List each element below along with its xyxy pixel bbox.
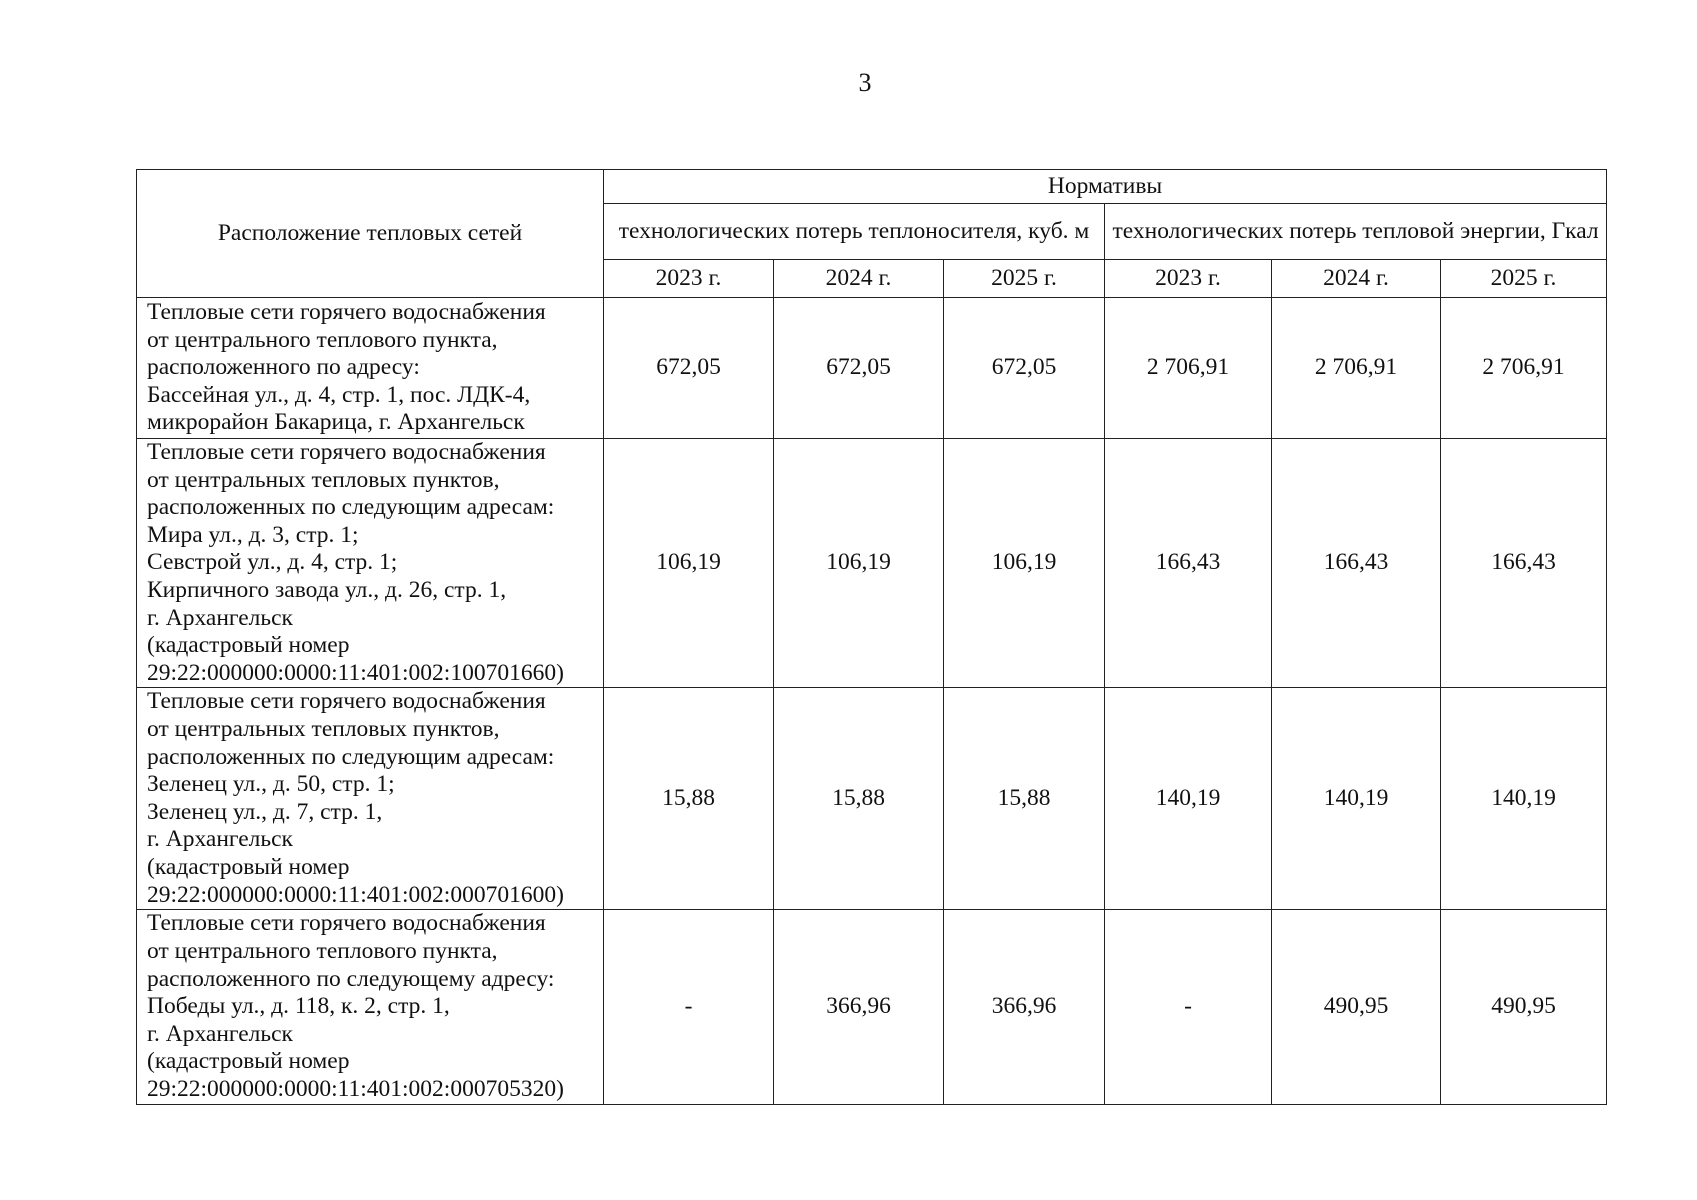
location-line: Зеленец ул., д. 50, стр. 1; <box>147 771 395 798</box>
coolant-loss-2023-cell: - <box>604 910 774 1104</box>
location-cell <box>137 439 604 688</box>
location-line: расположенных по следующим адресам: <box>147 743 555 770</box>
location-line: Зеленец ул., д. 7, стр. 1, <box>147 798 383 825</box>
location-line: (кадастровый номер <box>147 1048 350 1075</box>
location-line: Тепловые сети горячего водоснабжения <box>147 299 546 326</box>
page-number: 3 <box>858 68 872 97</box>
coolant-loss-2023-cell: 672,05 <box>604 298 774 439</box>
heat-loss-2023-cell: - <box>1105 910 1272 1104</box>
location-line: Мира ул., д. 3, стр. 1; <box>147 521 359 548</box>
heat-loss-norms-table <box>136 169 1607 1105</box>
location-line: Победы ул., д. 118, к. 2, стр. 1, <box>147 993 450 1020</box>
heat-loss-2023-cell: 166,43 <box>1105 439 1272 688</box>
table-row <box>137 688 1607 910</box>
coolant-loss-2025-cell: 106,19 <box>944 439 1105 688</box>
location-line: 29:22:000000:0000:11:401:002:000701600) <box>147 881 564 908</box>
norms-header: Нормативы <box>604 170 1607 204</box>
year-header: 2024 г. <box>1272 260 1441 298</box>
heat-losses-header: технологических потерь тепловой энергии, Гкал <box>1105 204 1607 260</box>
location-line: г. Архангельск <box>147 1020 293 1047</box>
location-line: (кадастровый номер <box>147 854 350 881</box>
heat-loss-2025-cell: 140,19 <box>1441 688 1607 910</box>
table-row <box>137 439 1607 688</box>
year-header: 2025 г. <box>944 260 1105 298</box>
location-line: г. Архангельск <box>147 826 293 853</box>
year-header: 2023 г. <box>604 260 774 298</box>
location-line: 29:22:000000:0000:11:401:002:000705320) <box>147 1075 564 1102</box>
location-line: Тепловые сети горячего водоснабжения <box>147 910 546 937</box>
location-cell <box>137 688 604 910</box>
heat-loss-2024-cell: 2 706,91 <box>1272 298 1441 439</box>
location-line: Бассейная ул., д. 4, стр. 1, пос. ЛДК-4, <box>147 381 531 408</box>
location-line: от центральных тепловых пунктов, <box>147 466 500 493</box>
heat-loss-2025-cell: 2 706,91 <box>1441 298 1607 439</box>
location-line: Севстрой ул., д. 4, стр. 1; <box>147 549 398 576</box>
location-line: Тепловые сети горячего водоснабжения <box>147 439 546 465</box>
location-line: Кирпичного завода ул., д. 26, стр. 1, <box>147 576 507 603</box>
location-column-header: Расположение тепловых сетей <box>137 170 604 298</box>
coolant-loss-2025-cell: 672,05 <box>944 298 1105 439</box>
heat-loss-2025-cell: 166,43 <box>1441 439 1607 688</box>
table-row <box>137 298 1607 439</box>
location-line: 29:22:000000:0000:11:401:002:100701660) <box>147 659 564 686</box>
location-line: от центрального теплового пункта, <box>147 326 498 353</box>
location-line: микрорайон Бакарица, г. Архангельск <box>147 409 525 436</box>
heat-loss-2023-cell: 2 706,91 <box>1105 298 1272 439</box>
coolant-loss-2024-cell: 366,96 <box>774 910 944 1104</box>
year-header: 2023 г. <box>1105 260 1272 298</box>
location-line: от центрального теплового пункта, <box>147 937 498 964</box>
heat-loss-2024-cell: 166,43 <box>1272 439 1441 688</box>
year-header: 2024 г. <box>774 260 944 298</box>
coolant-loss-2025-cell: 366,96 <box>944 910 1105 1104</box>
coolant-losses-header: технологических потерь теплоносителя, куб. м <box>604 204 1105 260</box>
location-cell <box>137 298 604 439</box>
heat-loss-2025-cell: 490,95 <box>1441 910 1607 1104</box>
coolant-loss-2025-cell: 15,88 <box>944 688 1105 910</box>
location-cell <box>137 910 604 1104</box>
coolant-loss-2024-cell: 106,19 <box>774 439 944 688</box>
coolant-loss-2023-cell: 15,88 <box>604 688 774 910</box>
coolant-loss-2024-cell: 15,88 <box>774 688 944 910</box>
heat-loss-2024-cell: 490,95 <box>1272 910 1441 1104</box>
location-line: г. Архангельск <box>147 604 293 631</box>
location-line: Тепловые сети горячего водоснабжения <box>147 688 546 715</box>
location-line: расположенного по следующему адресу: <box>147 965 555 992</box>
heat-loss-2024-cell: 140,19 <box>1272 688 1441 910</box>
location-line: от центральных тепловых пунктов, <box>147 716 500 743</box>
year-header: 2025 г. <box>1441 260 1607 298</box>
coolant-loss-2023-cell: 106,19 <box>604 439 774 688</box>
table-row <box>137 910 1607 1104</box>
heat-loss-2023-cell: 140,19 <box>1105 688 1272 910</box>
coolant-loss-2024-cell: 672,05 <box>774 298 944 439</box>
location-line: расположенного по адресу: <box>147 354 420 381</box>
location-line: расположенных по следующим адресам: <box>147 494 555 521</box>
location-line: (кадастровый номер <box>147 632 350 659</box>
